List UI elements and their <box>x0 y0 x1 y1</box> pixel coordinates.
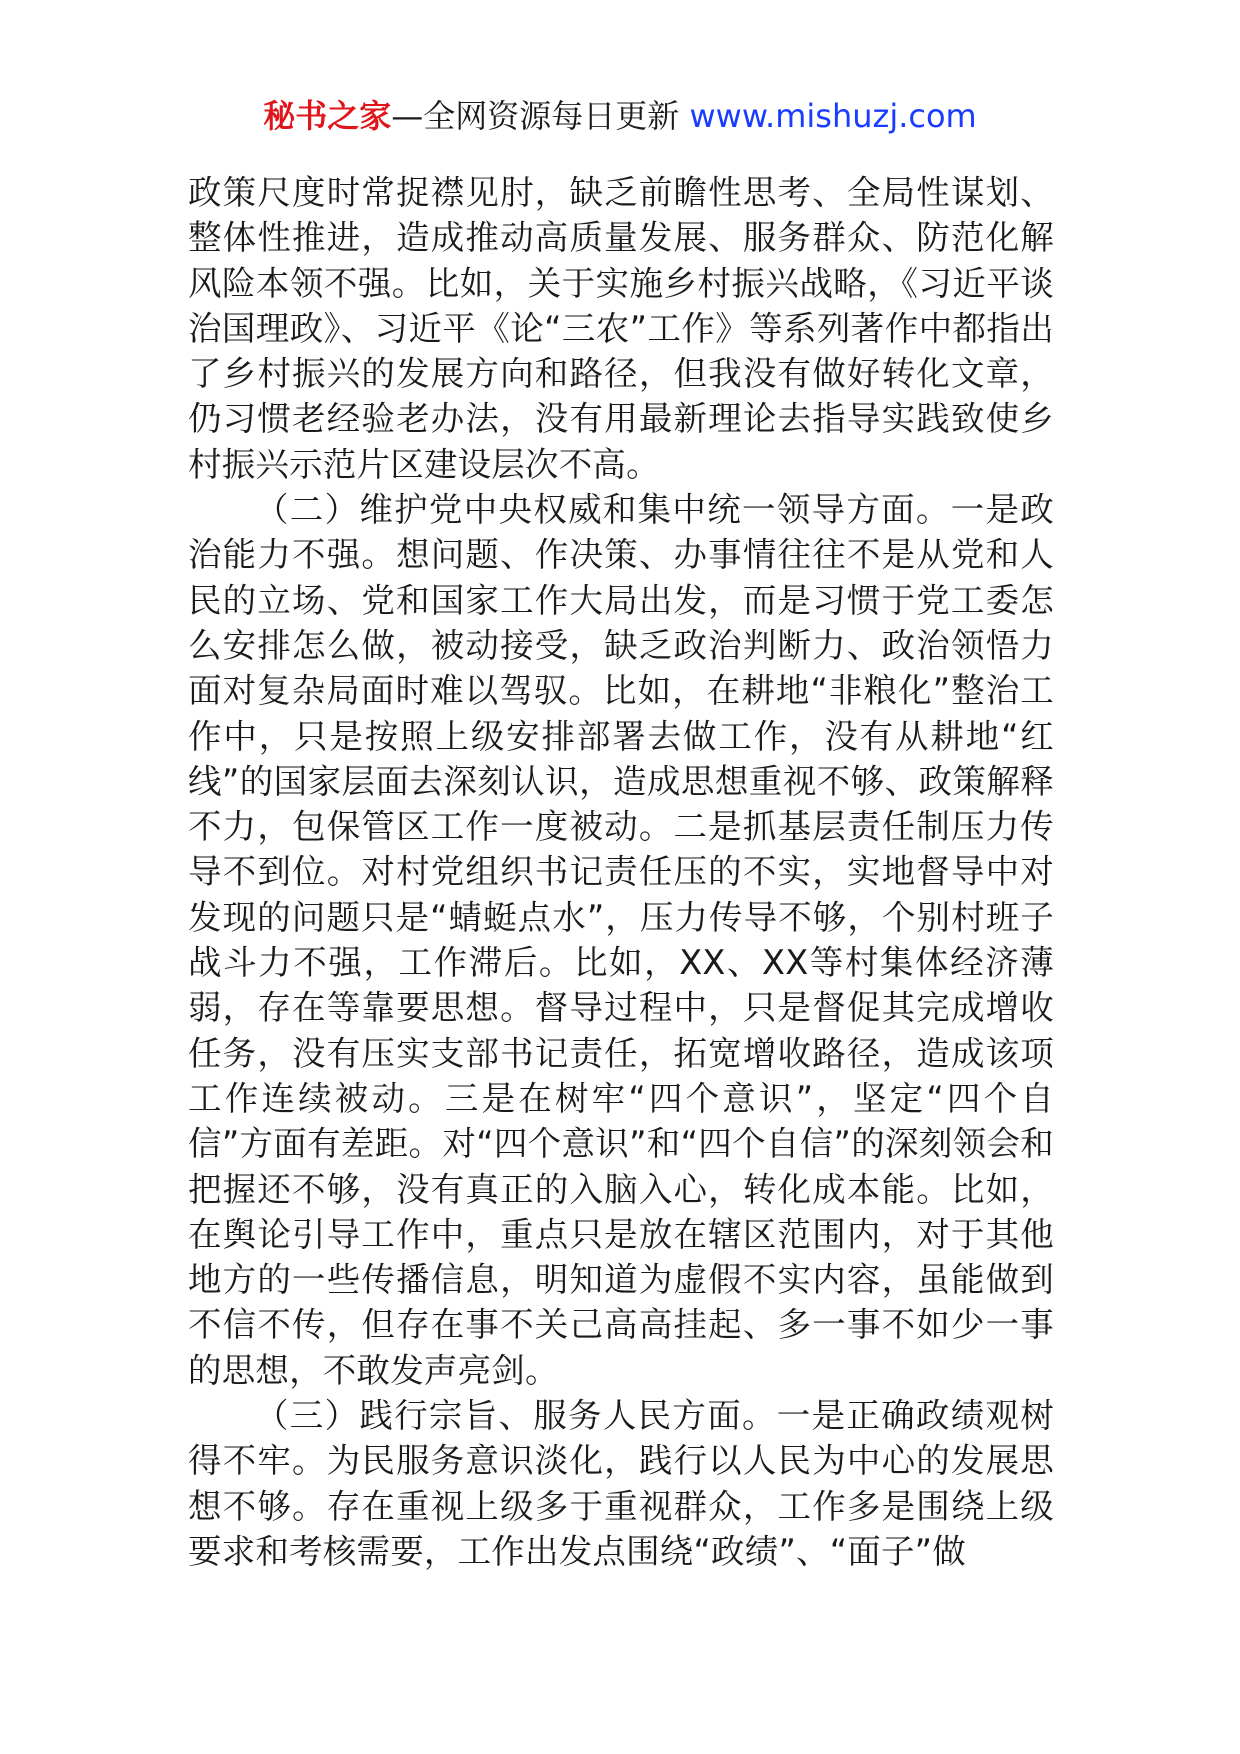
site-tagline: —全网资源每日更新 <box>391 97 680 135</box>
site-url-link[interactable]: www.mishuzj.com <box>689 97 977 135</box>
page-header <box>0 96 1240 138</box>
site-brand: 秘书之家 <box>263 97 392 135</box>
document-body <box>188 170 1054 1574</box>
paragraph-section-2: （二）维护党中央权威和集中统一领导方面。一是政治能力不强。想问题、作决策、办事情往往不是从党和人民的立场、党和国家工作大局出发，而是习惯于党工委怎么安排怎么做，被动接受，缺乏政治判断力、政治领悟力面对复杂局面时难以驾驭。比如，在耕地“非粮化”整治工作中，只是按照上级安排部署去做工作，没有从耕地“红线”的国家层面去深刻认识，造成思想重视不够、政策解释不力，包保管区工作一度被动。二是抓基层责任制压力传导不到位。对村党组织书记责任压的不实，实地督导中对发现的问题只是“蜻蜓点水”，压力传导不够，个别村班子战斗力不强，工作滞后。比如，XX、XX等村集体经济薄弱，存在等靠要思想。督导过程中，只是督促其完成增收任务，没有压实支部书记责任，拓宽增收路径，造成该项工作连续被动。三是在树牢“四个意识”，坚定“四个自信”方面有差距。对“四个意识”和“四个自信”的深刻领会和把握还不够，没有真正的入脑入心，转化成本能。比如，在舆论引导工作中，重点只是放在辖区范围内，对于其他地方的一些传播信息，明知道为虚假不实内容，虽能做到不信不传，但存在事不关己高高挂起、多一事不如少一事的思想，不敢发声亮剑。 <box>188 490 1054 1390</box>
paragraph-continuation: 政策尺度时常捉襟见肘，缺乏前瞻性思考、全局性谋划、整体性推进，造成推动高质量发展、服务群众、防范化解风险本领不强。比如，关于实施乡村振兴战略，《习近平谈治国理政》、习近平《论“三农”工作》等系列著作中都指出了乡村振兴的发展方向和路径，但我没有做好转化文章，仍习惯老经验老办法，没有用最新理论去指导实践致使乡村振兴示范片区建设层次不高。 <box>188 173 1054 484</box>
paragraph-section-3: （三）践行宗旨、服务人民方面。一是正确政绩观树得不牢。为民服务意识淡化，践行以人民为中心的发展思想不够。存在重视上级多于重视群众，工作多是围绕上级要求和考核需要，工作出发点围绕“政绩”、“面子”做 <box>188 1396 1054 1571</box>
